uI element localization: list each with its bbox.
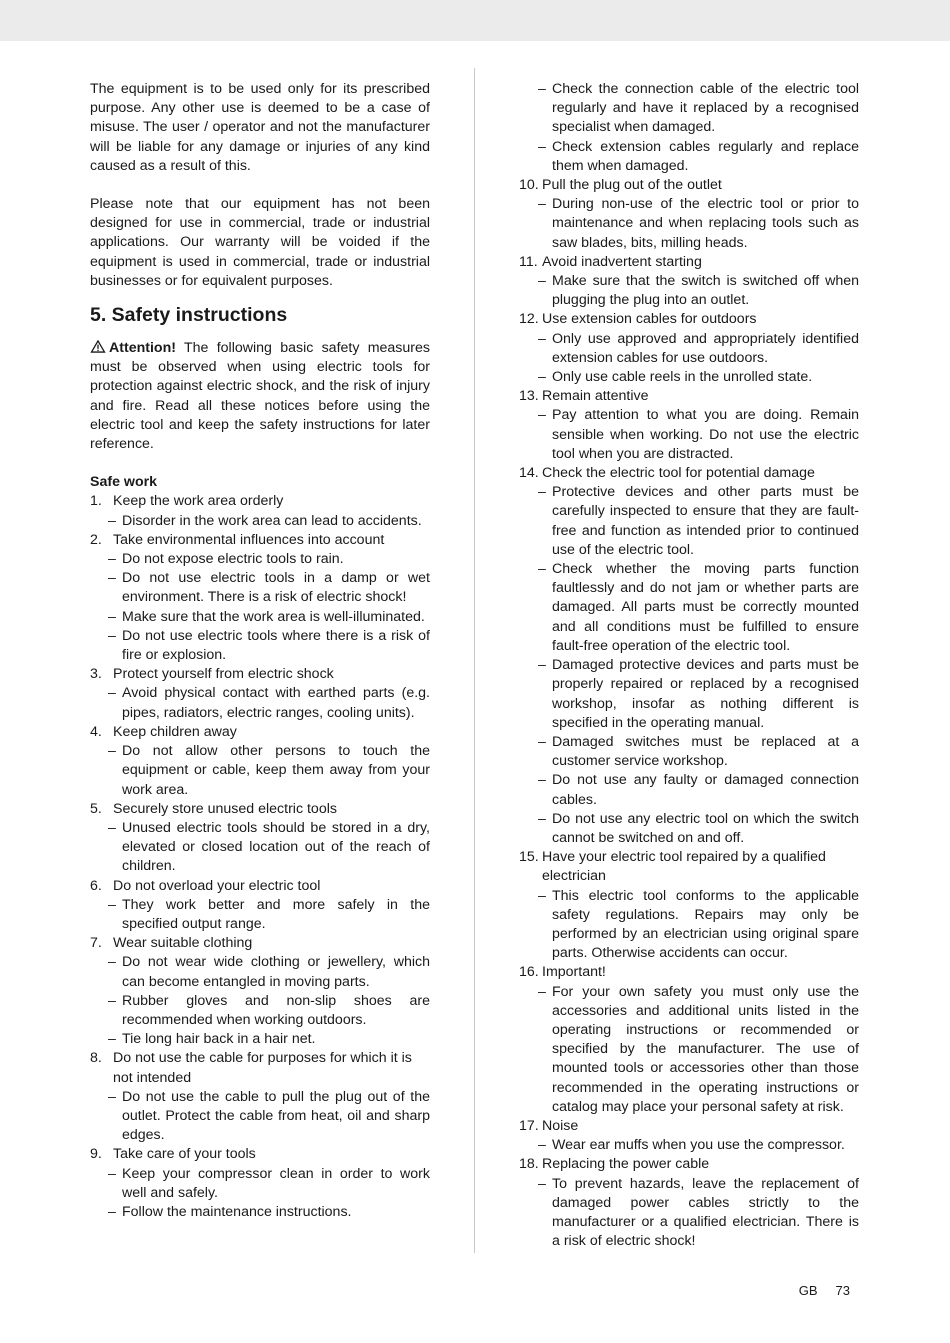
list-subitem xyxy=(90,742,430,800)
list-subitem-text: Do not expose electric tools to rain. xyxy=(122,551,344,568)
list-item-title: Securely store unused electric tools xyxy=(113,800,337,817)
left-column xyxy=(90,80,430,1222)
list-subitem-text: Only use approved and appropriately identified extension cables for use outdoors. xyxy=(552,330,859,366)
list-subitem xyxy=(90,1030,430,1049)
list-subitem-text: Make sure that the switch is switched off when plugging the plug into an outlet. xyxy=(552,273,859,309)
list-subitem xyxy=(519,368,859,387)
list-item xyxy=(90,723,430,742)
left-list xyxy=(90,492,430,1222)
list-subitem xyxy=(519,810,859,848)
list-subitem xyxy=(519,1175,859,1252)
list-item xyxy=(90,877,430,896)
list-item-title: Avoid inadvertent starting xyxy=(542,253,702,270)
dash-mark: – xyxy=(538,1175,546,1192)
list-item-number: 5. xyxy=(90,800,102,817)
dash-mark: – xyxy=(108,954,116,971)
section-heading: 5. Safety instructions xyxy=(90,304,288,327)
list-subitem xyxy=(519,272,859,310)
list-item-title: Take environmental influences into account xyxy=(113,531,385,548)
list-item-title: Important! xyxy=(542,964,606,981)
list-item-title: Wear suitable clothing xyxy=(113,935,253,952)
list-subitem-text: Follow the maintenance instructions. xyxy=(122,1203,352,1220)
list-item-title: Replacing the power cable xyxy=(542,1156,710,1173)
list-item xyxy=(519,848,859,886)
list-subitem xyxy=(90,569,430,607)
list-item xyxy=(90,531,430,550)
list-item-number: 12. xyxy=(519,311,539,328)
dash-mark: – xyxy=(108,743,116,760)
intro-paragraph-2: Please note that our equipment has not been designed for use in commercial, trade or industrial applications. Our warranty will be voided if the equipment is used in commercial, trade or industrial businesses or for equivalent purposes. xyxy=(90,196,430,289)
column-divider xyxy=(474,68,475,1253)
dash-mark: – xyxy=(108,627,116,644)
list-subitem-text: Damaged protective devices and parts must be properly repaired or replaced by a recognised workshop, insofar as nothing different is specified in the operating manual. xyxy=(552,657,859,731)
list-item xyxy=(519,464,859,483)
list-subitem-text: Do not use electric tools in a damp or wet environment. There is a risk of electric shock! xyxy=(122,570,430,606)
list-subitem-text: Wear ear muffs when you use the compressor. xyxy=(552,1137,845,1154)
list-subitem xyxy=(519,983,859,1117)
list-subitem-text: For your own safety you must only use the accessories and additional units listed in the operating instructions or recommended or specified by the manufacturer. The use of mounted tools or accessories other than those recommended in the operating instructions or catalog may place your personal safety at risk. xyxy=(552,983,859,1115)
list-item-number: 2. xyxy=(90,531,102,548)
list-item-number: 10. xyxy=(519,177,539,194)
list-subitem xyxy=(519,733,859,771)
list-subitem xyxy=(519,138,859,176)
attention-text: The following basic safety measures must be observed when using electric tools for protection against electric shock, and the risk of injury and fire. Read all these notices before using the electric tool and keep the safety instructions for later reference. xyxy=(90,340,430,453)
dash-mark: – xyxy=(538,138,546,155)
list-item xyxy=(519,1155,859,1174)
list-subitem xyxy=(90,1088,430,1146)
list-item-number: 16. xyxy=(519,964,539,981)
dash-mark: – xyxy=(538,1137,546,1154)
list-subitem-text: Keep your compressor clean in order to work well and safely. xyxy=(122,1165,430,1201)
list-subitem xyxy=(519,80,859,138)
dash-mark: – xyxy=(108,570,116,587)
dash-mark: – xyxy=(108,685,116,702)
dash-mark: – xyxy=(538,81,546,97)
dash-mark: – xyxy=(538,369,546,386)
safe-work-heading: Safe work xyxy=(90,474,158,491)
list-item xyxy=(90,934,430,953)
list-subitem-text: To prevent hazards, leave the replacement of damaged power cables strictly to the manufacturer or a qualified electrician. There is a risk of electric shock! xyxy=(552,1175,859,1250)
list-item xyxy=(90,1145,430,1164)
dash-mark: – xyxy=(108,819,116,836)
list-item xyxy=(519,387,859,406)
list-item-number: 4. xyxy=(90,723,102,740)
list-item-number: 11. xyxy=(519,253,538,270)
list-subitem-text: Tie long hair back in a hair net. xyxy=(122,1031,316,1048)
list-subitem-text: Do not wear wide clothing or jewellery, which can become entangled in moving parts. xyxy=(122,954,430,990)
list-subitem-text: Pay attention to what you are doing. Remain sensible when working. Do not use the electric tool when you are distracted. xyxy=(552,407,859,462)
list-subitem xyxy=(519,560,859,656)
list-item-number: 17. xyxy=(519,1117,539,1134)
dash-mark: – xyxy=(108,992,116,1009)
list-subitem xyxy=(90,550,430,569)
dash-mark: – xyxy=(538,772,546,789)
list-subitem-text: Make sure that the work area is well-illuminated. xyxy=(122,608,425,625)
list-item-title: Keep children away xyxy=(113,723,237,740)
list-subitem-text: Do not allow other persons to touch the equipment or cable, keep them away from your work area. xyxy=(122,743,430,798)
list-subitem-text: Check extension cables regularly and replace them when damaged. xyxy=(552,138,859,174)
dash-mark: – xyxy=(538,273,546,290)
list-item-title: Keep the work area orderly xyxy=(113,493,284,510)
dash-mark: – xyxy=(538,561,546,578)
list-item xyxy=(519,253,859,272)
list-item-number: 3. xyxy=(90,666,102,683)
list-item-title: Take care of your tools xyxy=(113,1146,256,1163)
list-subitem xyxy=(90,953,430,991)
list-item xyxy=(90,1049,430,1087)
dash-mark: – xyxy=(538,657,546,674)
list-subitem xyxy=(519,1136,859,1155)
list-item-title: Check the electric tool for potential damage xyxy=(542,465,815,482)
list-item xyxy=(90,665,430,684)
list-item-title: Have your electric tool repaired by a qualified electrician xyxy=(542,849,826,885)
dash-mark: – xyxy=(538,330,546,347)
list-item-title: Noise xyxy=(542,1117,579,1134)
list-subitem-text: Check the connection cable of the electric tool regularly and have it replaced by a recognised specialist when damaged. xyxy=(552,81,859,136)
dash-mark: – xyxy=(108,1203,116,1220)
list-item-number: 7. xyxy=(90,935,102,952)
dash-mark: – xyxy=(108,896,116,913)
list-subitem-text: Rubber gloves and non-slip shoes are recommended when working outdoors. xyxy=(122,992,430,1028)
dash-mark: – xyxy=(538,484,546,501)
list-subitem xyxy=(519,483,859,560)
list-subitem-text: Avoid physical contact with earthed parts (e.g. pipes, radiators, electric ranges, cooling units). xyxy=(122,685,430,721)
list-item xyxy=(519,310,859,329)
dash-mark: – xyxy=(108,512,116,529)
list-subitem xyxy=(519,330,859,368)
list-item-number: 15. xyxy=(519,849,539,866)
list-item-number: 13. xyxy=(519,388,539,405)
dash-mark: – xyxy=(538,733,546,750)
list-subitem-text: Do not use the cable to pull the plug out of the outlet. Protect the cable from heat, oil and sharp edges. xyxy=(122,1088,430,1144)
footer-language: GB xyxy=(798,1283,818,1298)
page-footer xyxy=(781,1283,850,1298)
list-subitem xyxy=(519,195,859,253)
list-subitem xyxy=(90,1203,430,1222)
list-subitem-text: This electric tool conforms to the applicable safety regulations. Repairs may only be performed by an electrician using original spare parts. Otherwise accidents can occur. xyxy=(552,887,859,962)
page-number: 73 xyxy=(835,1283,850,1298)
dash-mark: – xyxy=(108,1031,116,1048)
list-subitem-text: Do not use any faulty or damaged connection cables. xyxy=(552,772,859,808)
list-subitem xyxy=(90,608,430,627)
attention-paragraph xyxy=(90,339,430,454)
list-subitem xyxy=(90,1165,430,1203)
dash-mark: – xyxy=(108,551,116,568)
list-subitem xyxy=(519,771,859,809)
dash-mark: – xyxy=(538,407,546,424)
top-bar xyxy=(0,0,950,41)
list-item-number: 8. xyxy=(90,1050,102,1067)
list-item-title: Do not use the cable for purposes for which it is not intended xyxy=(113,1050,412,1086)
list-subitem xyxy=(90,896,430,934)
list-item xyxy=(519,963,859,982)
list-item-number: 18. xyxy=(519,1156,539,1173)
list-subitem xyxy=(90,627,430,665)
list-subitem-text: Damaged switches must be replaced at a customer service workshop. xyxy=(552,733,859,770)
list-item xyxy=(90,492,430,511)
dash-mark: – xyxy=(538,887,546,904)
list-item-number: 9. xyxy=(90,1146,102,1163)
list-subitem xyxy=(90,512,430,531)
list-item-number: 1. xyxy=(90,493,102,510)
list-item-title: Protect yourself from electric shock xyxy=(113,666,334,683)
list-subitem-text: Only use cable reels in the unrolled state. xyxy=(552,369,813,386)
list-subitem-text: Disorder in the work area can lead to accidents. xyxy=(122,512,422,529)
list-item-title: Do not overload your electric tool xyxy=(113,877,321,894)
list-subitem-text: During non-use of the electric tool or prior to maintenance and when replacing tools such as saw blades, bits, milling heads. xyxy=(552,196,859,251)
list-subitem xyxy=(519,887,859,964)
list-subitem xyxy=(90,992,430,1030)
list-subitem xyxy=(519,406,859,464)
list-item xyxy=(519,176,859,195)
list-subitem-text: They work better and more safely in the specified output range. xyxy=(122,896,430,932)
list-item xyxy=(90,800,430,819)
dash-mark: – xyxy=(538,983,546,1000)
list-item-title: Remain attentive xyxy=(542,388,649,405)
list-item-number: 14. xyxy=(519,465,539,482)
list-subitem-text: Do not use any electric tool on which the switch cannot be switched on and off. xyxy=(552,810,859,846)
list-subitem xyxy=(519,656,859,733)
warning-triangle-icon xyxy=(90,340,106,353)
dash-mark: – xyxy=(108,1088,116,1105)
list-subitem-text: Protective devices and other parts must be carefully inspected to ensure that they are fault-free and function as intended prior to continued use of the electric tool. xyxy=(552,484,859,558)
dash-mark: – xyxy=(108,608,116,625)
list-subitem-text: Unused electric tools should be stored in a dry, elevated or closed location out of the reach of children. xyxy=(122,819,430,875)
list-subitem-text: Do not use electric tools where there is a risk of fire or explosion. xyxy=(122,627,430,664)
list-item-title: Pull the plug out of the outlet xyxy=(542,177,722,194)
dash-mark: – xyxy=(538,196,546,213)
right-list xyxy=(519,176,859,1251)
intro-paragraph-1: The equipment is to be used only for its prescribed purpose. Any other use is deemed to be a case of misuse. The user / operator and not the manufacturer will be liable for any damage or injuries of any kind caused as a result of this. xyxy=(90,81,430,174)
list-item-title: Use extension cables for outdoors xyxy=(542,311,757,328)
dash-mark: – xyxy=(538,810,546,827)
list-subitem-text: Check whether the moving parts function faultlessly and do not jam or whether parts are damaged. All parts must be correctly mounted and all conditions must be fulfilled to ensure fault-free operation of the electric tool. xyxy=(552,561,859,654)
list-item-number: 6. xyxy=(90,877,102,894)
right-column xyxy=(519,80,859,1251)
list-subitem xyxy=(90,819,430,877)
dash-mark: – xyxy=(108,1165,116,1182)
continued-dashes xyxy=(519,80,859,176)
attention-label: Attention! xyxy=(109,340,176,357)
list-item xyxy=(519,1117,859,1136)
list-subitem xyxy=(90,684,430,722)
